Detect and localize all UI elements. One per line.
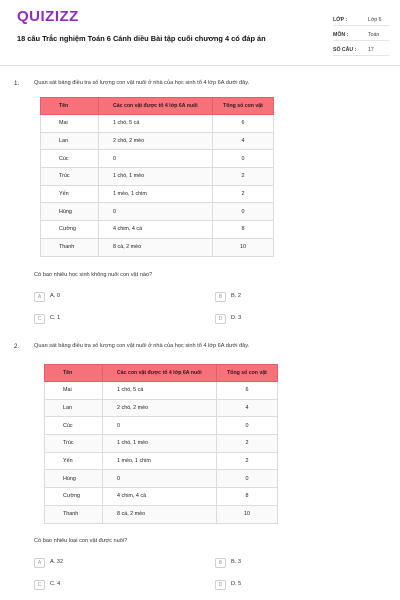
table-row [45, 399, 278, 417]
option-text: A. 0 [50, 293, 60, 299]
question-text: Quan sát bảng điều tra số lượng con vật nuôi ở nhà của học sinh tổ 4 lớp 6A dưới đây. [34, 80, 250, 86]
table-row [45, 382, 278, 400]
table-cell: 8 [213, 221, 274, 239]
table-row [45, 435, 278, 453]
table-cell: Trúc [45, 435, 103, 453]
table-cell: 2 [217, 435, 278, 453]
table-row [45, 505, 278, 523]
column-header: Tên [41, 98, 99, 115]
table-cell: 0 [99, 203, 213, 221]
table-cell: 0 [103, 417, 217, 435]
column-header: Các con vật được tổ 4 lớp 6A nuôi [103, 365, 217, 382]
meta-value: Lớp 6 [368, 17, 382, 23]
table-cell: Cường [45, 488, 103, 506]
table-row [41, 132, 274, 150]
table-cell: Cường [41, 221, 99, 239]
table-cell: Mai [41, 115, 99, 133]
meta-key: SỐ CÂU : [333, 47, 357, 53]
table-cell: 0 [217, 470, 278, 488]
option-text: D. 3 [231, 315, 242, 321]
table-cell: Lan [45, 399, 103, 417]
table-cell: 1 mèo, 1 chim [99, 185, 213, 203]
table-cell: 1 chó, 1 mèo [99, 168, 213, 186]
table-cell: 1 chó, 5 cá [99, 115, 213, 133]
table-row [41, 203, 274, 221]
table-cell: Cúc [41, 150, 99, 168]
table-row [41, 238, 274, 256]
table-cell: Hùng [41, 203, 99, 221]
table-cell: 0 [213, 203, 274, 221]
column-header: Tên [45, 365, 103, 382]
table-row [41, 185, 274, 203]
table-cell: Yến [45, 452, 103, 470]
option-letter: A [34, 292, 45, 302]
table-cell: Mai [45, 382, 103, 400]
question-text: Quan sát bảng điều tra số lượng con vật nuôi ở nhà của học sinh tổ 4 lớp 6A dưới đây. [34, 343, 250, 349]
table-cell: 1 mèo, 1 chim [103, 452, 217, 470]
pet-survey-table [40, 97, 274, 257]
table-row [45, 470, 278, 488]
table-row [45, 417, 278, 435]
question-prompt: Có bao nhiêu loại con vật được nuôi? [34, 538, 128, 544]
option-text: B. 3 [231, 559, 241, 565]
table-cell: 4 chim, 4 cá [103, 488, 217, 506]
option-letter: D [215, 314, 226, 324]
table-cell: 8 cá, 2 mèo [99, 238, 213, 256]
table-cell: 2 [213, 168, 274, 186]
table-cell: 8 [217, 488, 278, 506]
table-cell: 4 chim, 4 cá [99, 221, 213, 239]
option-text: C. 4 [50, 581, 61, 587]
table-cell: 6 [213, 115, 274, 133]
table-cell: 4 [213, 132, 274, 150]
table-cell: 2 chó, 2 mèo [103, 399, 217, 417]
table-cell: 10 [217, 505, 278, 523]
table-cell: 1 chó, 1 mèo [103, 435, 217, 453]
column-header: Tổng số con vật [217, 365, 278, 382]
worksheet-header [0, 0, 400, 66]
option-text: D. 5 [231, 581, 242, 587]
table-cell: 2 [213, 185, 274, 203]
table-row [41, 221, 274, 239]
option-letter: C [34, 580, 45, 590]
column-header: Các con vật được tổ 4 lớp 6A nuôi [99, 98, 213, 115]
question-number: 2. [14, 343, 20, 350]
meta-row-subject [333, 29, 389, 41]
meta-key: MÔN : [333, 32, 349, 38]
table-cell: 8 cá, 2 mèo [103, 505, 217, 523]
table-cell: Thanh [41, 238, 99, 256]
option-letter: B [215, 558, 226, 568]
table-cell: 0 [213, 150, 274, 168]
question-number: 1. [14, 80, 20, 87]
table-cell: Thanh [45, 505, 103, 523]
meta-value: Toán [368, 32, 380, 38]
table-cell: 2 [217, 452, 278, 470]
table-cell: Yến [41, 185, 99, 203]
option-text: C. 1 [50, 315, 61, 321]
question-prompt: Có bao nhiêu học sinh không nuôi con vật nào? [34, 272, 153, 278]
table-cell: Trúc [41, 168, 99, 186]
table-header-row [45, 365, 278, 382]
option-letter: D [215, 580, 226, 590]
table-row [45, 488, 278, 506]
option-letter: B [215, 292, 226, 302]
table-cell: 2 chó, 2 mèo [99, 132, 213, 150]
table-cell: Hùng [45, 470, 103, 488]
table-cell: 0 [103, 470, 217, 488]
option-letter: C [34, 314, 45, 324]
option-letter: A [34, 558, 45, 568]
quizizz-logo: QUIZIZZ [17, 8, 79, 25]
table-row [41, 168, 274, 186]
table-cell: 6 [217, 382, 278, 400]
meta-key: LỚP : [333, 17, 348, 23]
table-cell: 10 [213, 238, 274, 256]
table-row [41, 150, 274, 168]
option-text: A. 32 [50, 559, 64, 565]
column-header: Tổng số con vật [213, 98, 274, 115]
table-cell: 0 [217, 417, 278, 435]
table-row [45, 452, 278, 470]
meta-value: 17 [368, 47, 374, 53]
meta-row-class [333, 14, 389, 26]
page-title: 18 câu Trắc nghiệm Toán 6 Cánh diều Bài tập cuối chương 4 có đáp án [17, 34, 266, 43]
table-cell: 0 [99, 150, 213, 168]
table-header-row [41, 98, 274, 115]
table-cell: Lan [41, 132, 99, 150]
table-cell: 4 [217, 399, 278, 417]
option-text: B. 2 [231, 293, 241, 299]
table-cell: 1 chó, 5 cá [103, 382, 217, 400]
meta-row-count [333, 44, 389, 56]
pet-survey-table [44, 364, 278, 524]
table-cell: Cúc [45, 417, 103, 435]
table-row [41, 115, 274, 133]
